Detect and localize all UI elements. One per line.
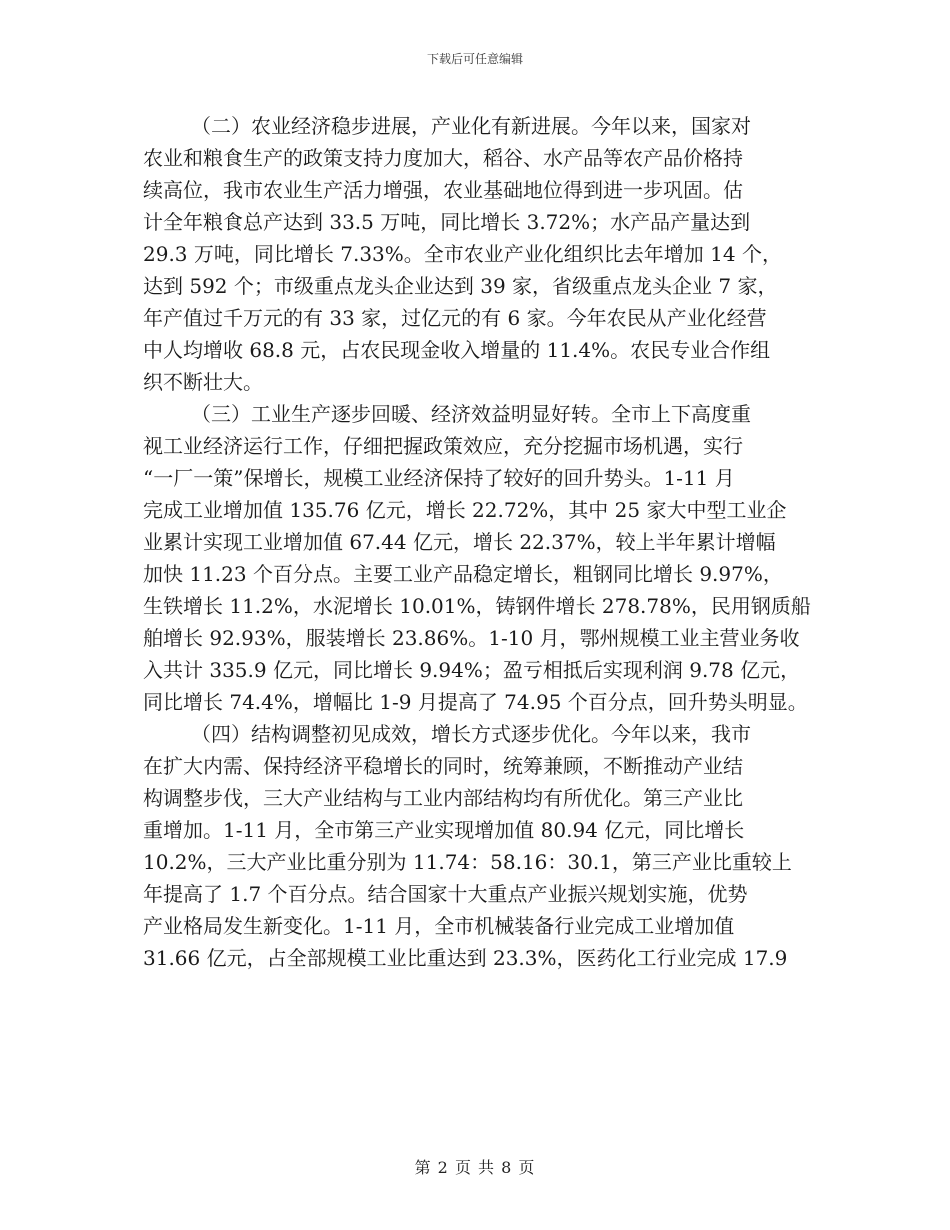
page-number-footer: 第 2 页 共 8 页 bbox=[414, 1158, 536, 1177]
paragraph-2-line-9: 织不断壮大。 bbox=[143, 370, 263, 394]
paragraph-3-line-2: 视工业经济运行工作，仔细把握政策效应，充分挖掘市场机遇，实行 bbox=[143, 434, 743, 458]
paragraph-3-line-4: 完成工业增加值 135.76 亿元，增长 22.72%，其中 25 家大中型工业企 bbox=[143, 498, 787, 522]
paragraph-4-line-3: 构调整步伐，三大产业结构与工业内部结构均有所优化。第三产业比 bbox=[143, 786, 743, 810]
paragraph-2-line-8: 中人均增收 68.8 元，占农民现金收入增量的 11.4%。农民专业合作组 bbox=[143, 338, 771, 362]
paragraph-3-line-9: 入共计 335.9 亿元，同比增长 9.94%；盈亏相抵后实现利润 9.78 亿元， bbox=[143, 658, 801, 682]
paragraph-3-line-10: 同比增长 74.4%，增幅比 1-9 月提高了 74.95 个百分点，回升势头明显。 bbox=[143, 690, 808, 714]
paragraph-2-line-7: 年产值过千万元的有 33 家，过亿元的有 6 家。今年农民从产业化经营 bbox=[143, 306, 767, 330]
paragraph-2-line-3: 续高位，我市农业生产活力增强，农业基础地位得到进一步巩固。估 bbox=[143, 178, 743, 202]
paragraph-4-line-4: 重增加。1-11 月，全市第三产业实现增加值 80.94 亿元，同比增长 bbox=[143, 818, 745, 842]
paragraph-4-line-7: 产业格局发生新变化。1-11 月，全市机械装备行业完成工业增加值 bbox=[143, 914, 735, 938]
document-body bbox=[143, 110, 823, 974]
page-header-note: 下载后可任意编辑 bbox=[426, 52, 523, 66]
paragraph-4-line-2: 在扩大内需、保持经济平稳增长的同时，统筹兼顾，不断推动产业结 bbox=[143, 754, 743, 778]
paragraph-2-line-6: 达到 592 个；市级重点龙头企业达到 39 家，省级重点龙头企业 7 家， bbox=[143, 274, 778, 298]
paragraph-2-line-5: 29.3 万吨，同比增长 7.33%。全市农业产业化组织比去年增加 14 个， bbox=[143, 242, 782, 266]
paragraph-3-line-1: （三）工业生产逐步回暖、经济效益明显好转。全市上下高度重 bbox=[191, 402, 751, 426]
paragraph-3-line-8: 舶增长 92.93%，服装增长 23.86%。1-10 月，鄂州规模工业主营业务收 bbox=[143, 626, 800, 650]
paragraph-3-line-6: 加快 11.23 个百分点。主要工业产品稳定增长，粗钢同比增长 9.97%， bbox=[143, 562, 783, 586]
paragraph-2-line-4: 计全年粮食总产达到 33.5 万吨，同比增长 3.72%；水产品产量达到 bbox=[143, 210, 751, 234]
paragraph-2-line-1: （二）农业经济稳步进展，产业化有新进展。今年以来，国家对 bbox=[191, 114, 751, 138]
paragraph-4-line-1: （四）结构调整初见成效，增长方式逐步优化。今年以来，我市 bbox=[191, 722, 751, 746]
paragraph-2-line-2: 农业和粮食生产的政策支持力度加大，稻谷、水产品等农产品价格持 bbox=[143, 146, 743, 170]
paragraph-3-line-5: 业累计实现工业增加值 67.44 亿元，增长 22.37%，较上半年累计增幅 bbox=[143, 530, 776, 554]
paragraph-3-line-3: “一厂一策”保增长，规模工业经济保持了较好的回升势头。1-11 月 bbox=[143, 466, 735, 490]
paragraph-4-line-5: 10.2%，三大产业比重分别为 11.74：58.16：30.1，第三产业比重较上 bbox=[143, 850, 792, 874]
paragraph-3-line-7: 生铁增长 11.2%，水泥增长 10.01%，铸钢件增长 278.78%，民用钢质船 bbox=[143, 594, 811, 618]
paragraph-4-line-6: 年提高了 1.7 个百分点。结合国家十大重点产业振兴规划实施，优势 bbox=[143, 882, 748, 906]
paragraph-4-line-8: 31.66 亿元，占全部规模工业比重达到 23.3%，医药化工行业完成 17.9 bbox=[143, 946, 788, 970]
